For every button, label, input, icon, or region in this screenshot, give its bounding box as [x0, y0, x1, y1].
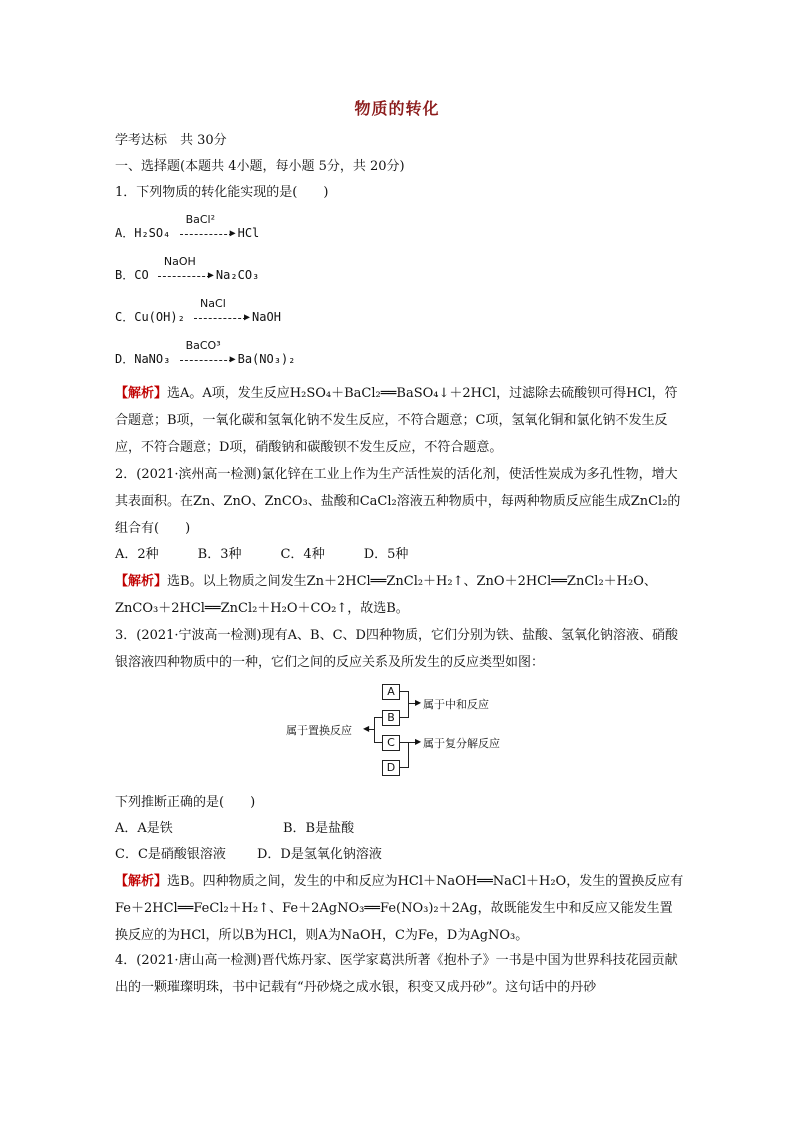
reagent-label: BaCO³ [185, 338, 221, 352]
arrowhead-icon: ▶ [229, 227, 236, 239]
connector-line [408, 691, 409, 718]
connector-line [374, 717, 375, 743]
arrowhead-icon: ▶ [207, 269, 214, 281]
question-1-stem: 1．下列物质的转化能实现的是( ) [115, 185, 329, 200]
analysis-tag: 【解析】 [115, 386, 168, 401]
reactant: Cu(OH)₂ [134, 310, 185, 324]
connector-line [400, 691, 408, 692]
reagent-label: NaCl [200, 296, 226, 310]
product: NaOH [252, 310, 281, 324]
analysis-tag: 【解析】 [115, 874, 168, 889]
arrowhead-icon: ▶ [415, 698, 422, 707]
q3-option-b: B．B是盐酸 [283, 821, 355, 836]
conversion-arrow [156, 254, 216, 285]
reactant: NaNO₃ [134, 352, 171, 366]
reactant: CO [134, 268, 149, 282]
connector-line [400, 742, 408, 743]
box-d: D [382, 760, 400, 776]
box-b: B [382, 710, 400, 726]
label-replacement: 属于置换反应 [286, 724, 352, 737]
reagent-label: NaOH [163, 254, 196, 268]
box-c: C [382, 735, 400, 751]
conversion-arrow [178, 212, 238, 243]
arrowhead-icon: ▶ [229, 353, 236, 365]
product: Ba(NO₃)₂ [237, 352, 296, 366]
q3-option-c: C．C是硝酸银溶液 [115, 847, 226, 862]
dashed-line [158, 276, 210, 277]
q1-option-a [115, 212, 685, 243]
box-a: A [382, 684, 400, 700]
q2-analysis [115, 568, 685, 622]
option-letter: C． [115, 310, 135, 324]
q3-option-a: A．A是铁 [115, 821, 173, 836]
connector-line [374, 742, 382, 743]
section-header: 学考达标 共 30分 [115, 133, 227, 148]
conversion-arrow [192, 296, 252, 327]
dashed-line [180, 234, 232, 235]
reaction-diagram [280, 682, 520, 778]
product: Na₂CO₃ [215, 268, 260, 282]
connector-line [374, 717, 382, 718]
label-neutralization: 属于中和反应 [423, 698, 489, 711]
question-3-stem: 3．(2021·宁波高一检测)现有A、B、C、D四种物质，它们分别为铁、盐酸、氢氧化钠溶液、硝酸银溶液四种物质中的一种，它们之间的反应关系及所发生的反应类型如图： [115, 628, 678, 670]
reactant: H₂SO₄ [134, 226, 171, 240]
analysis-text: 选B。四种物质之间，发生的中和反应为HCl＋NaOH══NaCl＋H₂O，发生的置换反应有Fe＋2HCl══FeCl₂＋H₂↑、Fe＋2AgNO₃══Fe(NO₃)₂＋2Ag，故既能发生中和反应又能发生置换反应的为HCl，所以B为HCl，则A为NaOH，C为Fe，D为AgNO₃。 [115, 874, 684, 943]
arrowhead-icon: ▶ [415, 737, 422, 746]
question-4-stem: 4．(2021·唐山高一检测)晋代炼丹家、医学家葛洪所著《抱朴子》一书是中国为世界科技花园贡献出的一颗璀璨明珠，书中记载有“丹砂烧之成水银，积变又成丹砂”。这句话中的丹砂 [115, 953, 678, 995]
connector-line [408, 742, 409, 768]
q3-analysis [115, 868, 685, 949]
connector-line [400, 767, 408, 768]
q1-analysis [115, 380, 685, 461]
q3-options-row1 [115, 820, 685, 838]
q1-option-b [115, 254, 685, 285]
dashed-line [194, 318, 246, 319]
question-2-stem: 2．(2021·滨州高一检测)氯化锌在工业上作为生产活性炭的活化剂，使活性炭成为多孔性物，增大其表面积。在Zn、ZnO、ZnCO₃、盐酸和CaCl₂溶液五种物质中，每两种物质反应能生成ZnCl₂的组合有( ) [115, 467, 681, 536]
conversion-arrow [178, 338, 238, 369]
part-header: 一、选择题(本题共 4小题，每小题 5分，共 20分) [115, 159, 405, 174]
option-letter: D． [115, 352, 135, 366]
analysis-text: 选B。以上物质之间发生Zn＋2HCl══ZnCl₂＋H₂↑、ZnO＋2HCl══ZnCl₂＋H₂O、ZnCO₃＋2HCl══ZnCl₂＋H₂O＋CO₂↑，故选B。 [115, 574, 657, 616]
q3-options-row2 [115, 846, 685, 864]
q2-options: A．2种 B．3种 C．4种 D．5种 [115, 547, 409, 562]
option-letter: B． [115, 268, 135, 282]
arrowhead-icon: ▶ [244, 311, 251, 323]
product: HCl [237, 226, 260, 240]
q1-option-c [115, 296, 685, 327]
arrowhead-icon: ◀ [363, 724, 370, 733]
label-double-decomposition: 属于复分解反应 [423, 737, 500, 750]
option-letter: A． [115, 226, 135, 240]
analysis-tag: 【解析】 [115, 574, 168, 589]
reagent-label: BaCl² [185, 212, 216, 226]
q3-ask: 下列推断正确的是( ) [115, 795, 256, 810]
connector-line [400, 717, 408, 718]
analysis-text: 选A。A项，发生反应H₂SO₄＋BaCl₂══BaSO₄↓＋2HCl，过滤除去硫酸钡可得HCl，符合题意；B项，一氧化碳和氢氧化钠不发生反应，不符合题意；C项，氢氧化铜和氯化钠不发生反应，不符合题意；D项，硝酸钠和碳酸钡不发生反应，不符合题意。 [115, 386, 678, 455]
q1-option-d [115, 338, 685, 369]
page-title: 物质的转化 [354, 99, 440, 118]
q3-option-d: D．D是氢氧化钠溶液 [257, 847, 382, 862]
dashed-line [180, 360, 232, 361]
